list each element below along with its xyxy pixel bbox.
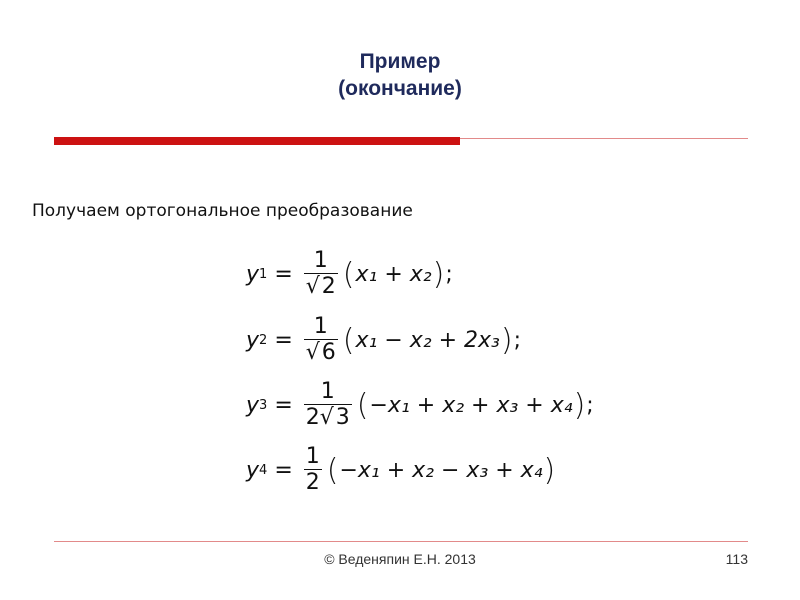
title-accent-bar — [54, 137, 460, 145]
fraction — [304, 445, 322, 496]
lhs-var: y — [246, 262, 260, 287]
terminator: ; — [445, 262, 453, 287]
numerator: 1 — [305, 444, 320, 469]
fraction — [304, 315, 338, 366]
equals-sign: = — [274, 328, 293, 353]
title-line-1: Пример — [359, 50, 441, 73]
page-number: 113 — [725, 551, 748, 567]
equals-sign: = — [274, 262, 293, 287]
denominator — [304, 273, 338, 300]
numerator: 1 — [313, 314, 328, 339]
lhs-sub: 4 — [259, 463, 268, 478]
lhs-sub: 1 — [259, 267, 268, 282]
equals-sign: = — [274, 458, 293, 483]
sqrt: √3 — [319, 405, 350, 430]
numerator: 1 — [313, 248, 328, 273]
equation-2: y 2 = $\frac{1}{√6}$ ( x₁ − x₂ + 2x₃ ) ; — [246, 314, 521, 365]
terminator: ; — [513, 328, 521, 353]
equation-4: y 4 = $\frac{1}{2}$ ( −x₁ + x₂ − x₃ + x₄ ) — [246, 444, 556, 495]
fraction — [304, 249, 338, 300]
intro-text: Получаем ортогональное преобразование — [32, 201, 413, 221]
title-line-2: (окончание) — [338, 77, 462, 100]
slide-title — [0, 48, 800, 102]
terminator: ; — [586, 393, 594, 418]
fraction — [304, 380, 352, 431]
equation-3: y 3 = $\frac{1}{2√3}$ ( −x₁ + x₂ + x₃ + x₄ ) ; — [246, 379, 594, 430]
lhs-var: y — [246, 328, 260, 353]
sqrt: √2 — [305, 274, 336, 299]
footer-rule — [54, 541, 748, 542]
denominator: 2 — [305, 470, 320, 495]
expression: x₁ + x₂ — [355, 262, 432, 287]
expression: −x₁ + x₂ + x₃ + x₄ — [369, 393, 573, 418]
denominator — [304, 339, 338, 366]
expression: −x₁ + x₂ − x₃ + x₄ — [339, 458, 543, 483]
footer-copyright: © Веденяпин Е.Н. 2013 — [324, 551, 476, 567]
lhs-sub: 3 — [259, 398, 268, 413]
numerator: 1 — [320, 379, 335, 404]
denominator: 2√3 — [305, 405, 350, 430]
lhs-var: y — [246, 393, 260, 418]
lhs-sub: 2 — [259, 333, 268, 348]
lhs-var: y — [246, 458, 260, 483]
sqrt: √6 — [305, 340, 336, 365]
expression: x₁ − x₂ + 2x₃ — [355, 328, 500, 353]
equation-1: y 1 = $\frac{1}{√2}$ ( x₁ + x₂ ) ; — [246, 248, 453, 299]
equals-sign: = — [274, 393, 293, 418]
